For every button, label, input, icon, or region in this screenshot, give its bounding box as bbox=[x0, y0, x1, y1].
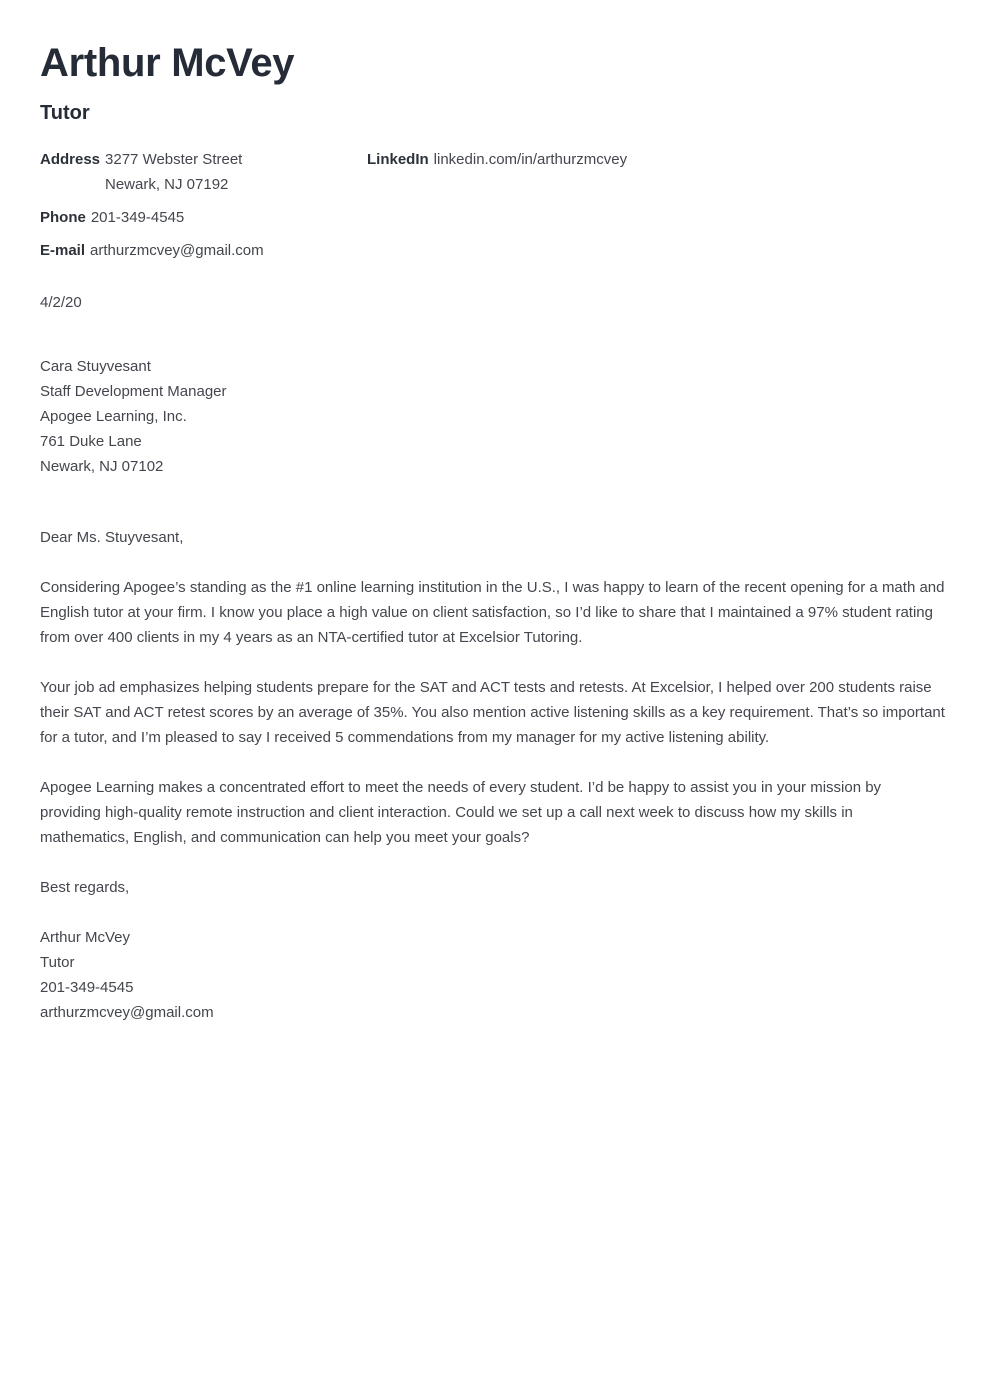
body-paragraph-2: Your job ad emphasizes helping students prepare for the SAT and ACT tests and retests. At Excelsior, I helped over 200 students raise their SAT and ACT retest scores by an average of 35%. You also mention active listening skills as a key requirement. That’s so important for a tutor, and I’m pleased to say I received 5 commendations from my manager for my active listening ability. bbox=[40, 679, 945, 746]
contact-row-linkedin bbox=[367, 150, 945, 170]
contact-column-left bbox=[40, 150, 367, 261]
address-line2-value: Newark, NJ 07192 bbox=[105, 176, 229, 193]
applicant-job-title: Tutor bbox=[40, 102, 90, 124]
email-label: E-mail bbox=[40, 242, 86, 259]
contact-row-email bbox=[40, 241, 367, 261]
contact-details bbox=[40, 150, 945, 261]
applicant-name: Arthur McVey bbox=[40, 41, 295, 85]
letter-body bbox=[40, 575, 945, 850]
linkedin-label: LinkedIn bbox=[367, 151, 429, 168]
body-paragraph-3: Apogee Learning makes a concentrated effort to meet the needs of every student. I’d be happy to assist you in your mission by providing high-quality remote instruction and client interaction. Could we set up a call next week to discuss how my skills in mathematics, English, and communication can help you meet your goals? bbox=[40, 779, 882, 846]
letter-header bbox=[40, 40, 945, 126]
letter-date: 4/2/20 bbox=[40, 294, 82, 311]
contact-column-right bbox=[367, 150, 945, 170]
signature-title: Tutor bbox=[40, 954, 75, 971]
recipient-block bbox=[40, 354, 945, 479]
signature-name: Arthur McVey bbox=[40, 929, 131, 946]
letter-salutation: Dear Ms. Stuyvesant, bbox=[40, 529, 184, 546]
signature-block bbox=[40, 925, 945, 1025]
recipient-title: Staff Development Manager bbox=[40, 383, 227, 400]
email-value[interactable]: arthurzmcvey@gmail.com bbox=[90, 242, 264, 259]
contact-row-phone bbox=[40, 208, 367, 228]
phone-label: Phone bbox=[40, 209, 86, 226]
signature-phone[interactable]: 201-349-4545 bbox=[40, 979, 134, 996]
linkedin-value[interactable]: linkedin.com/in/arthurzmcvey bbox=[433, 151, 628, 168]
recipient-street: 761 Duke Lane bbox=[40, 433, 142, 450]
contact-row-address bbox=[40, 150, 367, 195]
signature-email[interactable]: arthurzmcvey@gmail.com bbox=[40, 1004, 214, 1021]
address-label: Address bbox=[40, 151, 101, 168]
closing-salutation: Best regards, bbox=[40, 879, 130, 896]
recipient-name: Cara Stuyvesant bbox=[40, 358, 151, 375]
phone-value[interactable]: 201-349-4545 bbox=[90, 209, 185, 226]
recipient-company: Apogee Learning, Inc. bbox=[40, 408, 187, 425]
address-line1-value: 3277 Webster Street bbox=[105, 151, 243, 168]
recipient-city-state-zip: Newark, NJ 07102 bbox=[40, 458, 164, 475]
body-paragraph-1: Considering Apogee’s standing as the #1 online learning institution in the U.S., I was happy to learn of the recent opening for a math and English tutor at your firm. I know you place a high value on client satisfaction, so I’d like to share that I maintained a 97% student rating from over 400 clients in my 4 years as an NTA-certified tutor at Excelsior Tutoring. bbox=[40, 579, 945, 646]
